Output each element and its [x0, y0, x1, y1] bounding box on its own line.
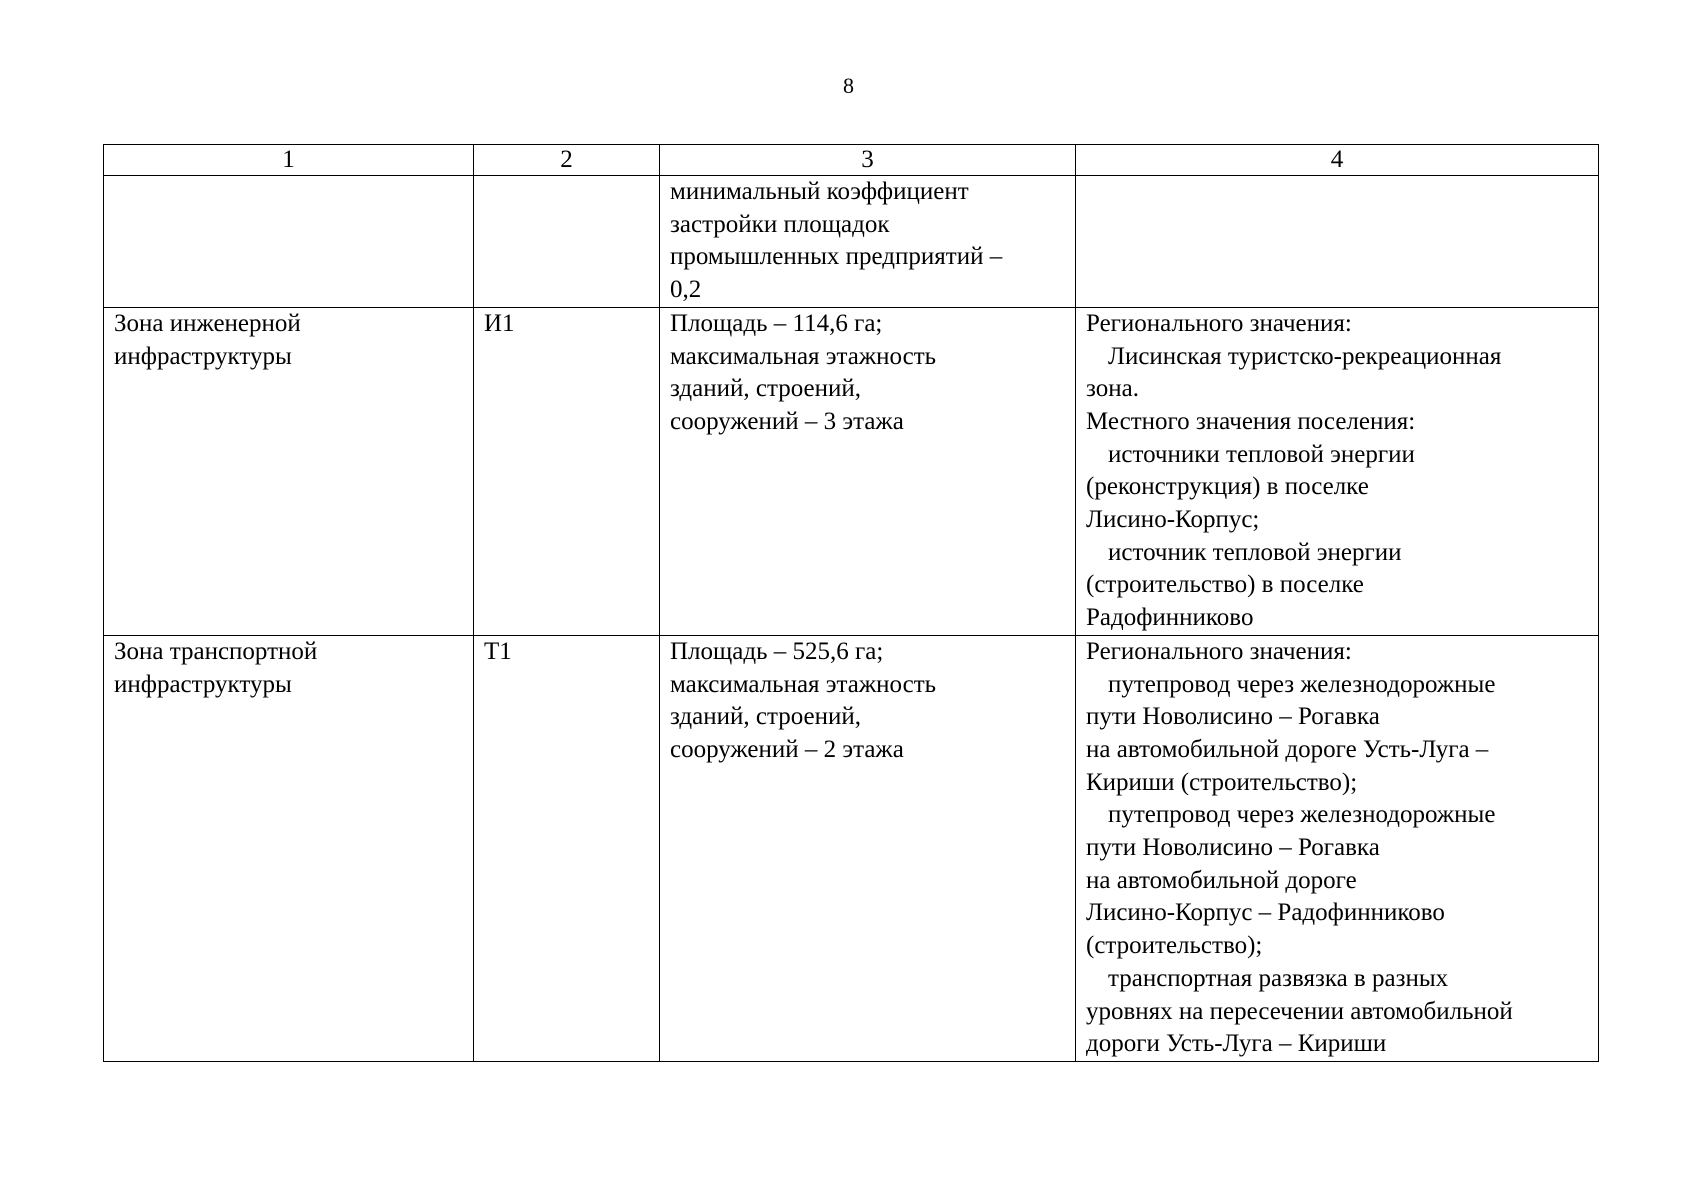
- zone-params-cell: [660, 635, 1076, 1061]
- params-line: зданий, строений,: [670, 703, 861, 731]
- objects-line: на автомобильной дороге Усть-Луга –: [1086, 735, 1489, 763]
- objects-line: источник тепловой энергии: [1108, 538, 1402, 566]
- table-header-row: [104, 145, 1599, 176]
- zone-objects-cell: [1076, 307, 1599, 635]
- objects-line: зона.: [1086, 375, 1139, 403]
- zone-name-line: инфраструктуры: [114, 342, 292, 370]
- params-line: застройки площадок: [670, 210, 890, 238]
- column-header-2: 2: [474, 145, 660, 176]
- zone-name-line: инфраструктуры: [114, 670, 292, 698]
- table-row: [104, 176, 1599, 308]
- zone-name-line: Зона транспортной: [114, 637, 318, 665]
- objects-line: (строительство) в поселке: [1086, 571, 1364, 599]
- table-row: [104, 307, 1599, 635]
- objects-line: пути Новолисино – Рогавка: [1086, 703, 1380, 731]
- zone-objects-cell: [1076, 176, 1599, 308]
- objects-line: Местного значения поселения:: [1086, 407, 1416, 435]
- params-line: Площадь – 114,6 га;: [670, 309, 883, 337]
- objects-line: пути Новолисино – Рогавка: [1086, 834, 1380, 862]
- zone-params-cell: [660, 307, 1076, 635]
- objects-line: транспортная развязка в разных: [1108, 964, 1449, 992]
- zone-name-cell: [104, 635, 474, 1061]
- objects-line: (строительство);: [1086, 932, 1263, 960]
- column-header-1: 1: [104, 145, 474, 176]
- page-number: 8: [843, 73, 854, 98]
- params-line: сооружений – 2 этажа: [670, 735, 904, 763]
- objects-line: Регионального значения:: [1086, 309, 1352, 337]
- column-header-3: 3: [660, 145, 1076, 176]
- objects-line: на автомобильной дороге: [1086, 866, 1357, 894]
- objects-line: источники тепловой энергии: [1108, 440, 1415, 468]
- zone-name-cell: [104, 307, 474, 635]
- objects-line: Кириши (строительство);: [1086, 768, 1358, 796]
- objects-line: путепровод через железнодорожные: [1108, 801, 1496, 829]
- params-line: 0,2: [670, 276, 702, 304]
- zone-params-cell: [660, 176, 1076, 308]
- zone-name-line: Зона инженерной: [114, 309, 301, 337]
- zone-name-cell: [104, 176, 474, 308]
- params-line: максимальная этажность: [670, 670, 937, 698]
- objects-line: Регионального значения:: [1086, 637, 1352, 665]
- zone-objects-cell: [1076, 635, 1599, 1061]
- objects-line: Лисино-Корпус;: [1086, 506, 1260, 534]
- params-line: минимальный коэффициент: [670, 178, 969, 205]
- params-line: промышленных предприятий –: [670, 243, 1003, 271]
- column-header-4: 4: [1076, 145, 1599, 176]
- objects-line: Радофинниково: [1086, 604, 1254, 632]
- zones-table: [103, 144, 1599, 1062]
- objects-line: Лисинская туристско-рекреационная: [1108, 342, 1502, 370]
- zone-code-cell: Т1: [474, 635, 660, 1061]
- objects-line: дороги Усть-Луга – Кириши: [1086, 1030, 1387, 1058]
- table-row: [104, 635, 1599, 1061]
- zone-code-cell: [474, 176, 660, 308]
- params-line: максимальная этажность: [670, 342, 937, 370]
- objects-line: путепровод через железнодорожные: [1108, 670, 1496, 698]
- zone-code-cell: И1: [474, 307, 660, 635]
- objects-line: Лисино-Корпус – Радофинниково: [1086, 899, 1445, 927]
- objects-line: уровнях на пересечении автомобильной: [1086, 997, 1513, 1025]
- params-line: Площадь – 525,6 га;: [670, 637, 884, 665]
- params-line: зданий, строений,: [670, 375, 861, 403]
- objects-line: (реконструкция) в поселке: [1086, 473, 1369, 501]
- params-line: сооружений – 3 этажа: [670, 407, 904, 435]
